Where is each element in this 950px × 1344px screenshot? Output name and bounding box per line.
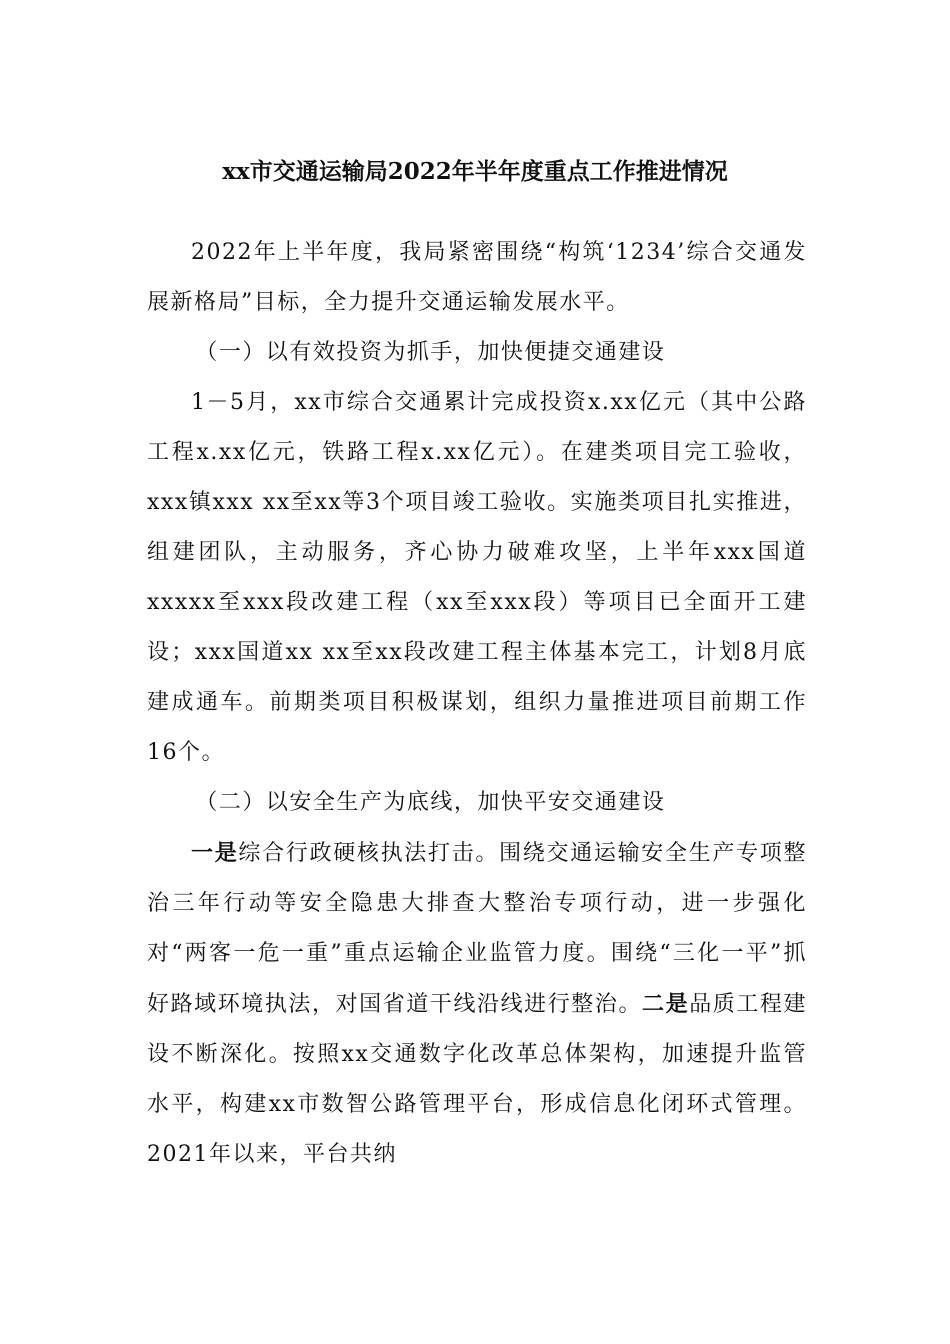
section-1-paragraph: 1－5月，xx市综合交通累计完成投资x.xx亿元（其中公路工程x.xx亿元，铁路工程x.xx亿元）。在建类项目完工验收，xxx镇xxx xx至xx等3个项目竣工验收。实施类项目扎实推进，组建团队，主动服务，齐心协力破难攻坚，上半年xxx国道xxxxx至xxx段改建工程（xx至xxx段）等项目已全面开工建设；xxx国道xx xx至xx段改建工程主体基本完工，计划8月底建成通车。前期类项目积极谋划，组织力量推进项目前期工作16个。 — [147, 390, 807, 765]
section-2-text-1: 综合行政硬核执法打击。围绕交通运输安全生产专项整治三年行动等安全隐患大排查大整治专项行动，进一步强化对“两客一危一重”重点运输企业监管力度。围绕“三化一平”抓好路域环境执法，对国省道干线沿线进行整治。 — [147, 841, 807, 1017]
document-body — [147, 228, 807, 1180]
lead-first: 一是 — [191, 840, 239, 866]
section-2-heading: （二）以安全生产为底线，加快平安交通建设 — [195, 790, 666, 815]
intro-paragraph: 2022年上半年度，我局紧密围绕“构筑‘1234’综合交通发展新格局”目标，全力提升交通运输发展水平。 — [147, 240, 807, 315]
section-2-text-2: 品质工程建设不断深化。按照xx交通数字化改革总体架构，加速提升监管水平，构建xx市数智公路管理平台，形成信息化闭环式管理。2021年以来，平台共纳 — [147, 992, 807, 1167]
lead-second: 二是 — [642, 991, 690, 1017]
section-1-heading: （一）以有效投资为抓手，加快便捷交通建设 — [195, 340, 666, 365]
document-title: xx市交通运输局2022年半年度重点工作推进情况 — [222, 158, 728, 185]
section-2-paragraph — [147, 828, 807, 1180]
